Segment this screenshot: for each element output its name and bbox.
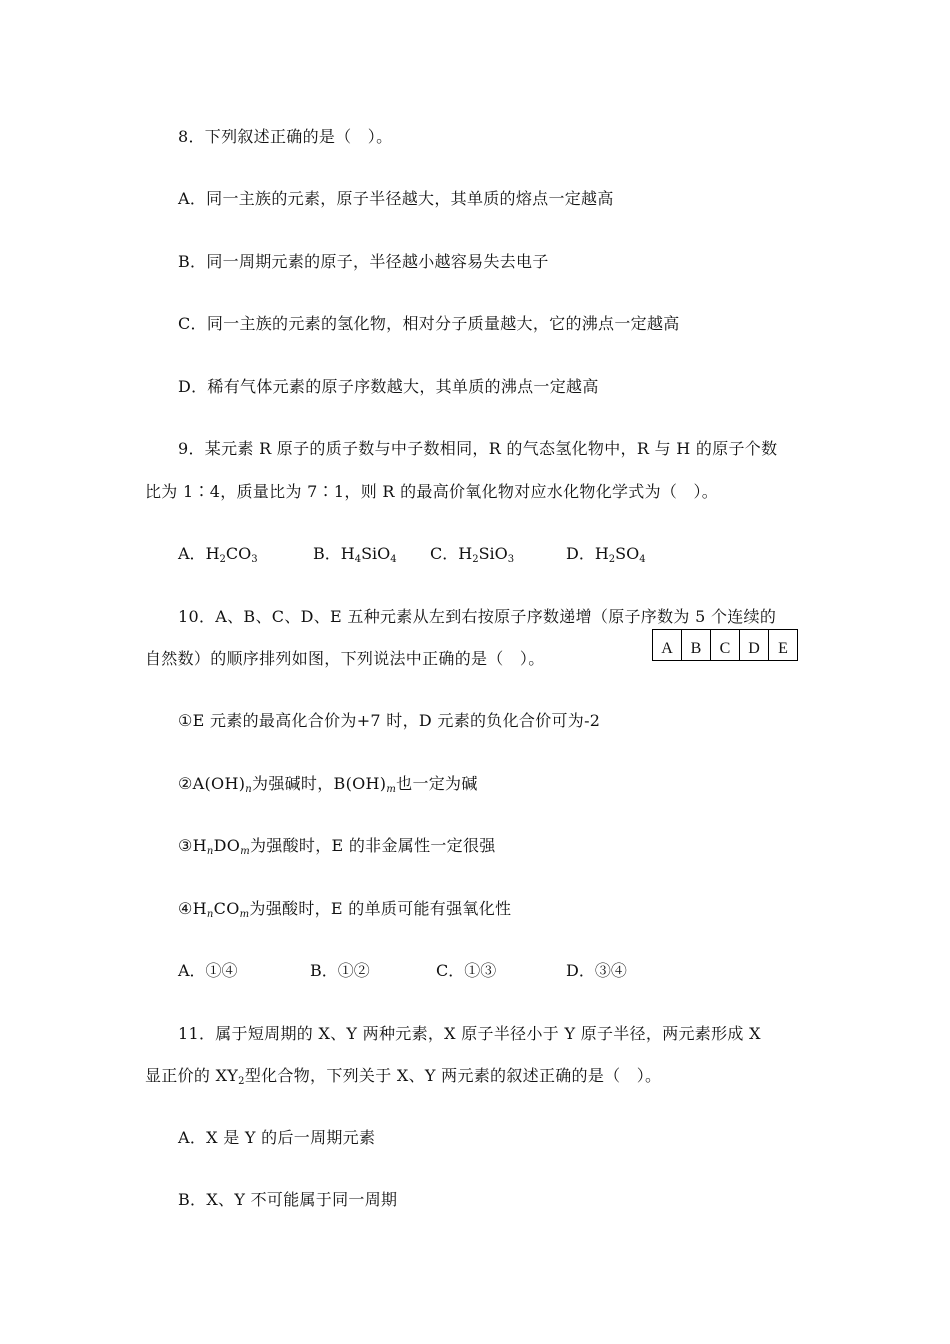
element-cell-c: C [711,630,740,661]
q9-option-d: D．$H_2SO_4$ [566,544,646,565]
q8-option-a: A．同一主族的元素，原子半径越大，其单质的熔点一定越高 [178,189,614,208]
q11-option-b: B．X、Y 不可能属于同一周期 [178,1190,398,1209]
q9-stem-line2: 比为 1∶4，质量比为 7∶1，则 R 的最高价氧化物对应水化物化学式为（ ）。 [145,482,719,501]
q10-stem-line2: 自然数）的顺序排列如图，下列说法中正确的是（ ）。 [145,649,545,668]
q9-option-a: A．$H_2CO_3$ [178,544,258,565]
q10-statement-3: $③H_nDO_m$为强酸时，E 的非金属性一定很强 [178,836,496,857]
q8-option-c: C．同一主族的元素的氢化物，相对分子质量越大，它的沸点一定越高 [178,314,680,333]
element-cell-d: D [740,630,769,661]
element-cell-e: E [769,630,798,661]
q10-option-b: B．①② [310,961,370,980]
q8-stem: 8．下列叙述正确的是（ ）。 [178,127,393,146]
element-cell-b: B [682,630,711,661]
q9-option-b: B．$H_4SiO_4$ [313,544,397,565]
q10-statement-4: $④H_nCO_m$为强酸时，E 的单质可能有强氧化性 [178,899,512,920]
q10-stem-line1: 10．A、B、C、D、E 五种元素从左到右按原子序数递增（原子序数为 5 个连续的 [178,607,777,626]
q9-stem-line1: 9．某元素 R 原子的质子数与中子数相同，R 的气态氢化物中，R 与 H 的原子个数 [178,439,778,458]
q10-statement-1: ①E 元素的最高化合价为+7 时，D 元素的负化合价可为-2 [178,711,601,730]
q11-stem-line2: 显正价的 $XY_2$型化合物，下列关于 X、Y 两元素的叙述正确的是（ ）。 [145,1066,662,1087]
q11-stem-line1: 11．属于短周期的 X、Y 两种元素，X 原子半径小于 Y 原子半径，两元素形成 X [178,1024,761,1043]
q10-option-c: C．①③ [436,961,497,980]
q11-option-a: A．X 是 Y 的后一周期元素 [178,1128,376,1147]
q10-option-d: D．③④ [566,961,627,980]
element-cell-a: A [653,630,682,661]
element-order-table [652,629,798,661]
q8-option-b: B．同一周期元素的原子，半径越小越容易失去电子 [178,252,549,271]
q9-option-c: C．$H_2SiO_3$ [430,544,515,565]
q8-option-d: D．稀有气体元素的原子序数越大，其单质的沸点一定越高 [178,377,599,396]
q10-option-a: A．①④ [178,961,238,980]
q10-statement-2: $②A(OH)_n$为强碱时，$B(OH)_m$也一定为碱 [178,774,478,795]
